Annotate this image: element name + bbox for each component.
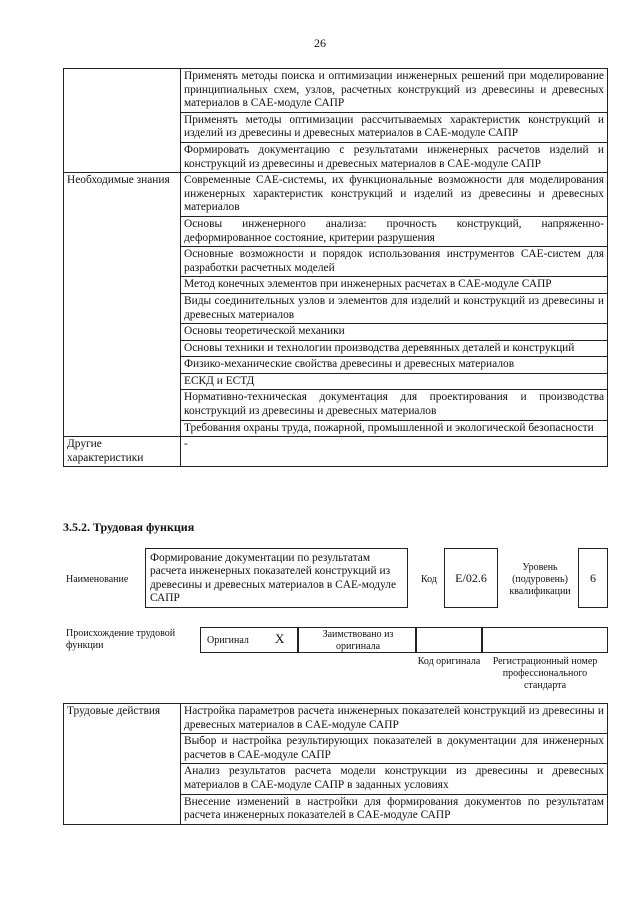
table-cell: Метод конечных элементов при инженерных расчетах в CAE-модуле САПР	[181, 277, 608, 294]
table-cell: Анализ результатов расчета модели конструкции из древесины и древесных материалов в CAE-модуле САПР в заданных условиях	[181, 764, 608, 794]
registration-caption: Регистрационный номер профессионального стандарта	[492, 656, 598, 691]
table-cell: Настройка параметров расчета инженерных показателей конструкций из древесины и древесных материалов в CAE-модуле САПР	[181, 704, 608, 734]
row-label-other: Другие характеристики	[64, 437, 181, 467]
knowledge-skills-table	[63, 68, 608, 467]
table-cell: Применять методы поиска и оптимизации инженерных решений при моделирование принципиальных схем, узлов, расчетных конструкций из древесины и древесных материалов в CAE-модуле САПР	[181, 69, 608, 113]
table-row	[64, 437, 608, 467]
table-cell: Физико-механические свойства древесины и древесных материалов	[181, 357, 608, 374]
origin-label: Происхождение трудовой функции	[66, 628, 176, 651]
code-caption: Код оригинала	[417, 656, 481, 667]
table-cell: Основы техники и технологии производства деревянных деталей и конструкций	[181, 340, 608, 357]
table-cell: Основы инженерного анализа: прочность конструкций, напряженно-деформированное состояние, критерии разрушения	[181, 216, 608, 246]
registration-number-cell	[482, 627, 608, 653]
original-code-cell	[416, 627, 482, 653]
page-number: 26	[314, 36, 326, 50]
row-label	[64, 69, 181, 173]
table-cell: Выбор и настройка результирующих показателей в документации для инженерных расчетов в CAE-модуле САПР	[181, 734, 608, 764]
table-cell: Внесение изменений в настройки для формирования документов по результатам расчета инженерных показателей в CAE-модуле САПР	[181, 794, 608, 824]
section-title: 3.5.2. Трудовая функция	[63, 520, 195, 534]
table-row	[64, 173, 608, 217]
borrowed-cell	[298, 627, 416, 653]
table-cell: -	[181, 437, 608, 467]
table-row	[64, 69, 608, 113]
table-cell: Формировать документацию с результатами инженерных расчетов изделий и конструкций из древесины и древесных материалов в CAE-модуле САПР	[181, 142, 608, 172]
table-cell: Современные CAE-системы, их функциональные возможности для моделирования инженерных характеристик конструкций и изделий из древесины и древесных материалов	[181, 173, 608, 217]
level-label: Уровень (подуровень) квалификации	[509, 562, 571, 597]
table-row	[64, 704, 608, 734]
labor-actions-table	[63, 703, 608, 825]
function-name-box: Формирование документации по результатам расчета инженерных показателей конструкций из древесины и древесных материалов в CAE-модуле САПР	[145, 548, 408, 608]
table-cell: Применять методы оптимизации рассчитываемых характеристик конструкций и изделий из древесины и древесных материалов в CAE-модуле САПР	[181, 112, 608, 142]
original-cell	[200, 627, 298, 653]
code-label: Код	[421, 574, 437, 585]
table-cell: Виды соединительных узлов и элементов для изделий и конструкций из древесины и древесных материалов	[181, 293, 608, 323]
borrowed-label: Заимствовано из оригинала	[322, 629, 394, 652]
table-cell: Требования охраны труда, пожарной, промышленной и экологической безопасности	[181, 420, 608, 437]
table-cell: ЕСКД и ЕСТД	[181, 373, 608, 390]
level-box: 6	[578, 548, 608, 608]
table-cell: Основы теоретической механики	[181, 324, 608, 341]
name-label: Наименование	[66, 574, 129, 585]
original-label: Оригинал	[207, 635, 249, 646]
original-mark: X	[275, 631, 285, 646]
row-label-knowledge: Необходимые знания	[64, 173, 181, 437]
table-cell: Нормативно-техническая документация для проектирования и производства конструкций из древесины и древесных материалов	[181, 390, 608, 420]
table-cell: Основные возможности и порядок использования инструментов CAE-систем для разработки расчетных моделей	[181, 247, 608, 277]
function-code-box: E/02.6	[444, 548, 498, 608]
row-label-actions: Трудовые действия	[64, 704, 181, 825]
